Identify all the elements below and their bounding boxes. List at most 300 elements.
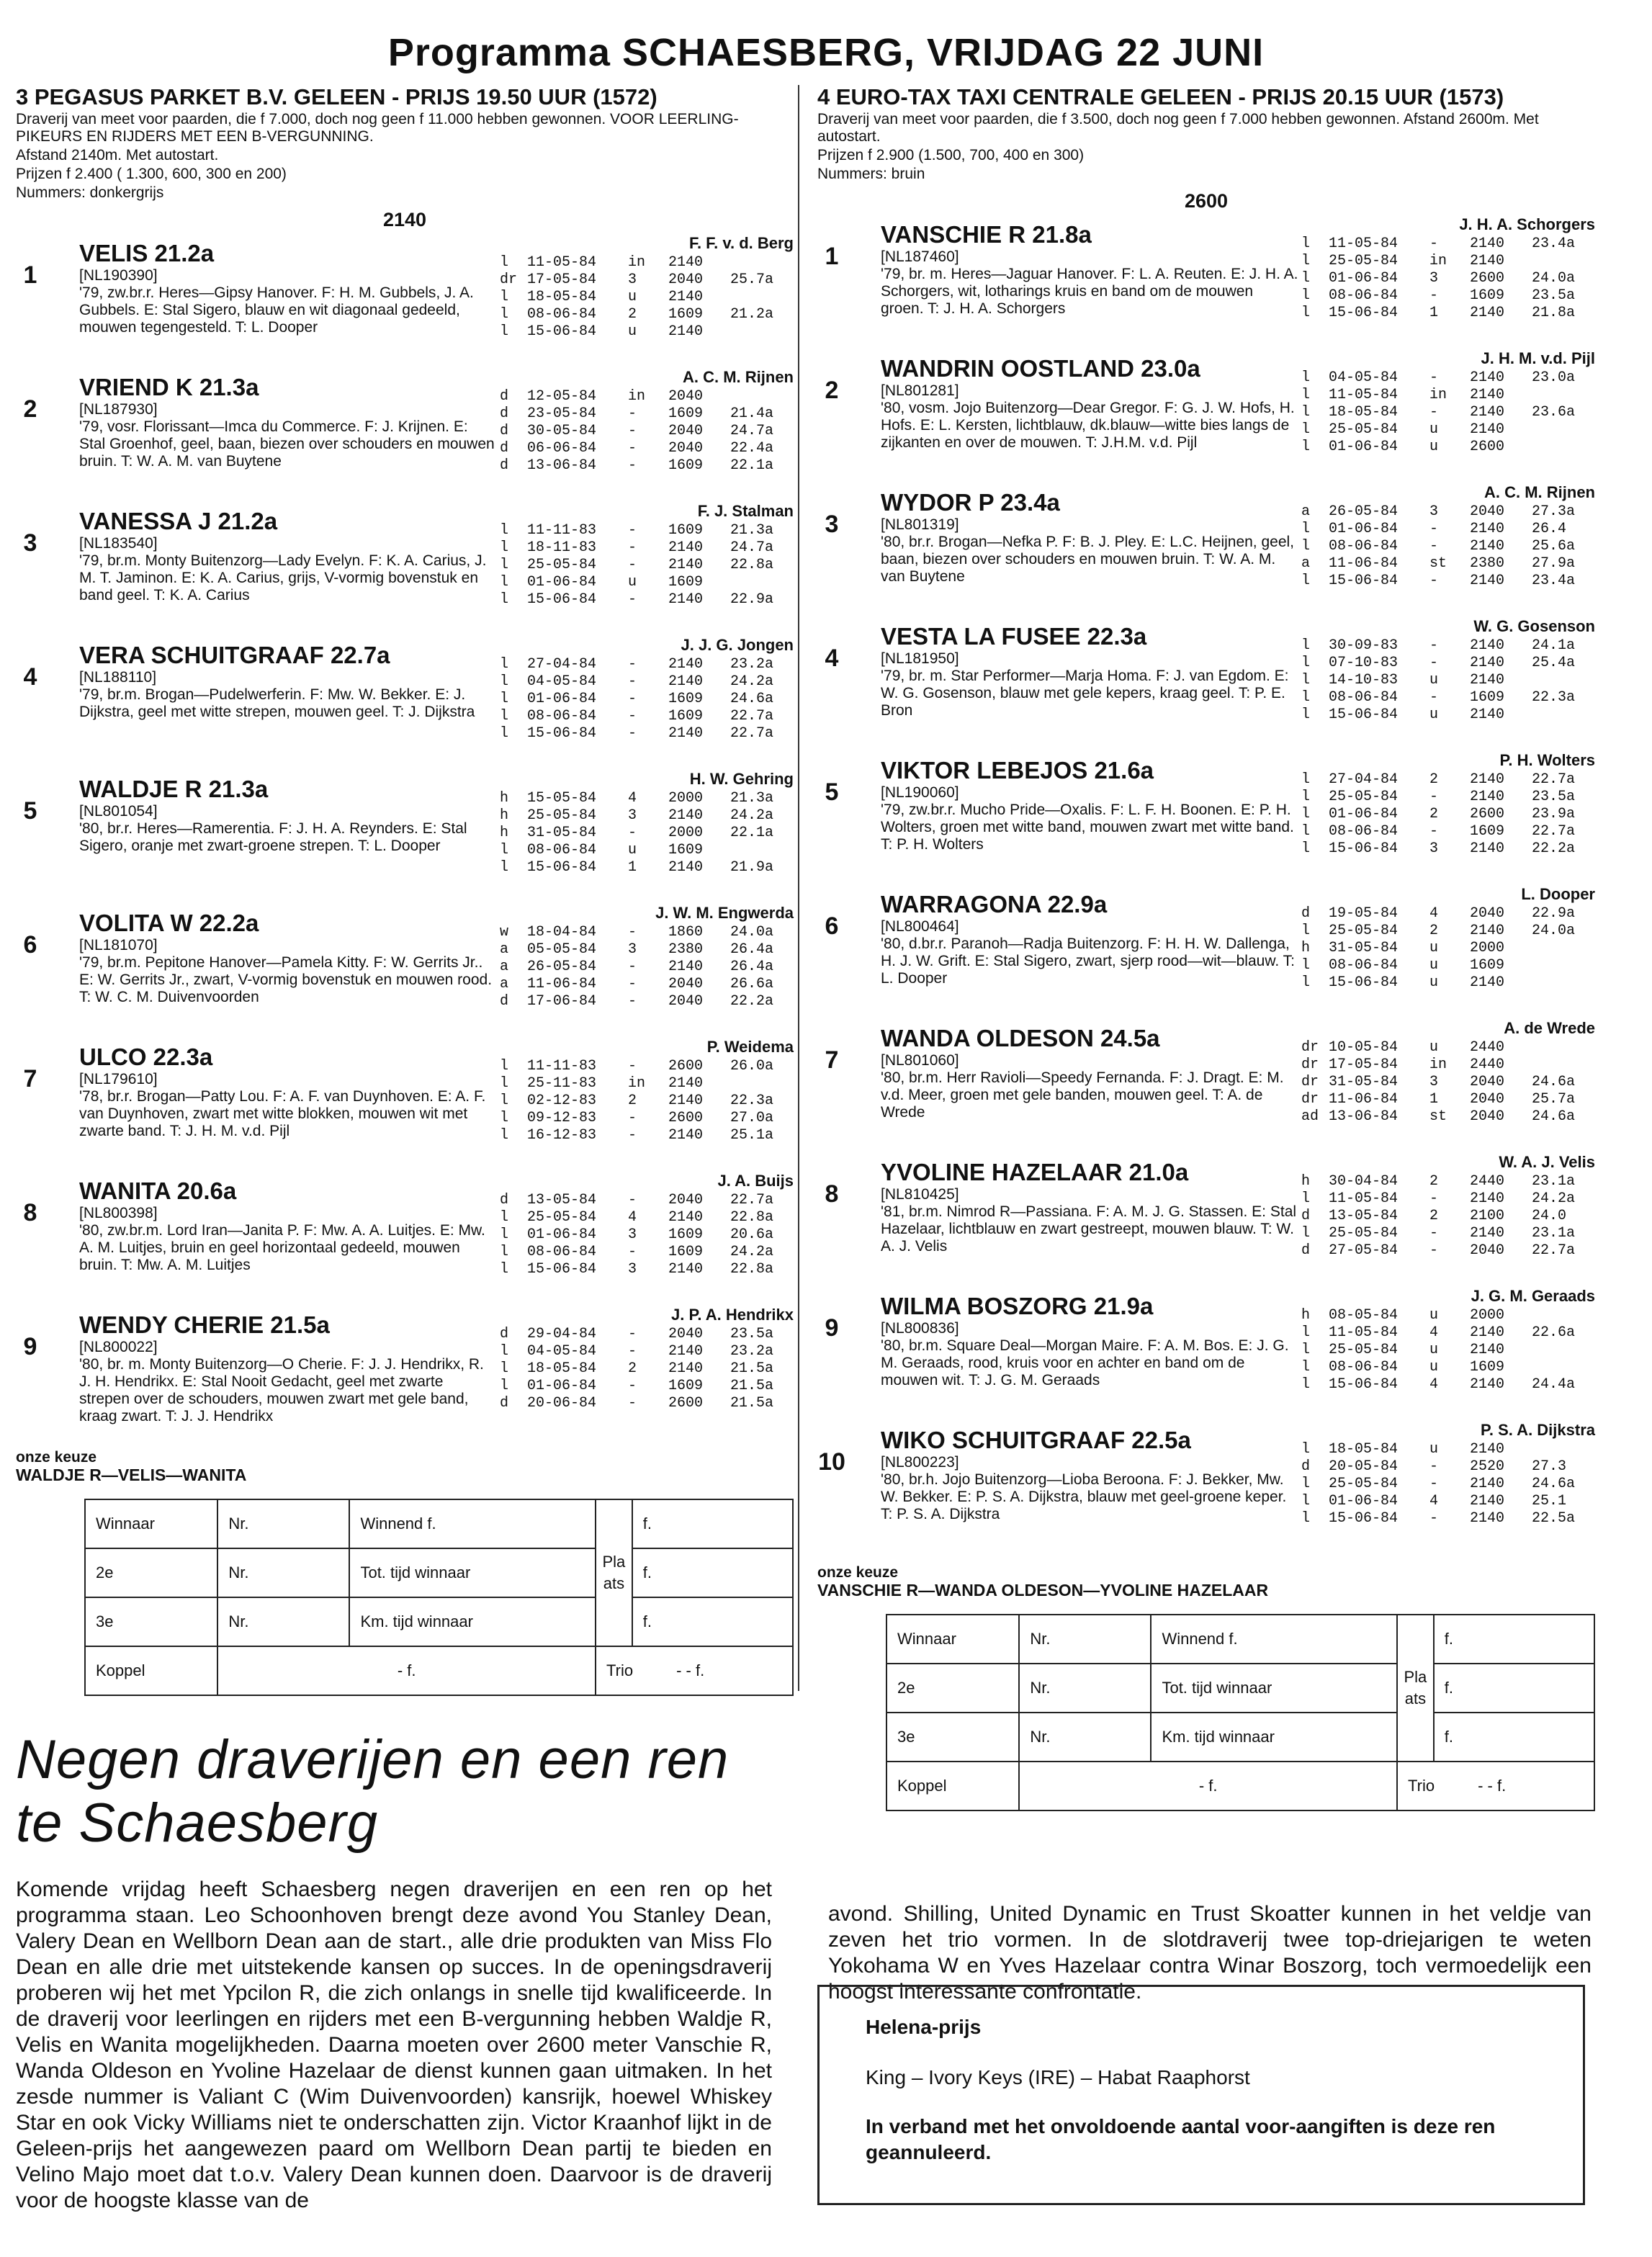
run-cell: -	[628, 924, 637, 941]
run-cell: 2380	[668, 941, 704, 958]
run-cell: 31-05-84	[1329, 940, 1399, 956]
run-cell: 1609	[1470, 823, 1505, 840]
run-cell: 29-04-84	[527, 1326, 597, 1342]
run-cell: 2140	[1470, 840, 1505, 857]
run-cell: 2140	[1470, 235, 1505, 252]
horse-description: '80, br.r. Heres—Ramerentia. F: J. H. A. Reynders. E: Stal Sigero, oranje met zwart-groene strepen. T: L. Dooper	[79, 820, 467, 854]
form-cell: Nr.	[217, 1597, 349, 1646]
run-cell: l	[500, 522, 509, 539]
horse-runs	[1301, 235, 1589, 322]
run-cell: 2140	[668, 557, 704, 573]
run-cell: 22.7a	[730, 1192, 774, 1208]
run-cell: 2140	[668, 807, 704, 824]
run-cell: 18-11-83	[527, 539, 597, 556]
horse-name: WARRAGONA 22.9a	[881, 891, 1108, 917]
form-cell: f.	[632, 1597, 793, 1646]
run-cell: 2440	[1470, 1173, 1505, 1190]
run-cell: u	[1429, 1307, 1439, 1324]
race-distance: 2140	[382, 209, 427, 230]
run-cell: 23.1a	[1532, 1173, 1576, 1190]
horse-number: 5	[825, 778, 839, 806]
run-cell: a	[500, 941, 509, 958]
run-cell: -	[628, 1343, 637, 1360]
horse-info	[881, 757, 1298, 853]
run-cell: 2040	[668, 423, 704, 439]
run-row	[1301, 404, 1589, 421]
run-cell: l	[1301, 1476, 1311, 1492]
horse-info	[79, 374, 497, 470]
run-cell: 08-06-84	[527, 1244, 597, 1260]
run-row	[1301, 538, 1589, 555]
run-cell: -	[628, 405, 637, 422]
run-cell: l	[500, 1261, 509, 1278]
run-cell: 22.7a	[1532, 771, 1576, 788]
run-cell: 01-06-84	[1329, 439, 1399, 455]
run-row	[500, 306, 788, 323]
run-cell: 2600	[1470, 806, 1505, 822]
run-row	[500, 959, 788, 976]
race-title: 4 EURO-TAX TAXI CENTRALE GELEEN - PRIJS 20.15 UUR (1573)	[817, 84, 1504, 109]
horse-registration: [NL187930]	[79, 401, 158, 418]
run-cell: 2600	[668, 1110, 704, 1126]
run-cell: a	[1301, 555, 1311, 572]
run-cell: 15-06-84	[527, 725, 597, 742]
run-cell: -	[1429, 538, 1439, 555]
run-cell: 25-05-84	[527, 557, 597, 573]
run-cell: 23.6a	[1532, 404, 1576, 421]
box-title: Helena-prijs	[866, 2016, 982, 2038]
run-cell: 2140	[1470, 771, 1505, 788]
run-cell: 15-06-84	[1329, 1510, 1399, 1527]
horse-entry	[16, 502, 794, 636]
run-cell: 2140	[1470, 974, 1505, 991]
horse-entry	[16, 234, 794, 368]
run-row	[1301, 771, 1589, 789]
horse-runs	[1301, 771, 1589, 858]
run-row	[500, 1378, 788, 1395]
run-cell: -	[1429, 655, 1439, 671]
run-cell: 2140	[1470, 521, 1505, 537]
run-row	[1301, 806, 1589, 823]
run-cell: l	[500, 591, 509, 608]
horse-entry	[817, 483, 1595, 617]
run-cell: 2140	[1470, 305, 1505, 321]
horse-runs	[1301, 503, 1589, 590]
horse-number: 7	[825, 1046, 839, 1074]
run-cell: 11-06-84	[1329, 1091, 1399, 1108]
run-cell: 10-05-84	[1329, 1039, 1399, 1056]
run-cell: 11-06-84	[1329, 555, 1399, 572]
run-cell: 21.8a	[1532, 305, 1576, 321]
horse-runs	[500, 1058, 788, 1144]
horse-description: '80, br.m. Herr Ravioli—Speedy Fernanda. F: J. Dragt. E: M. v.d. Meer, groen met gele banden, mouwen geel. T: A. de Wrede	[881, 1069, 1284, 1121]
horse-info	[881, 489, 1298, 585]
run-cell: 1609	[668, 457, 704, 474]
run-cell: 24.6a	[1532, 1476, 1576, 1492]
run-cell: -	[1429, 573, 1439, 589]
run-cell: 08-06-84	[1329, 823, 1399, 840]
run-cell: 2140	[1470, 404, 1505, 421]
horse-name: YVOLINE HAZELAAR 21.0a	[881, 1159, 1189, 1185]
horse-driver: J. G. M. Geraads	[1471, 1287, 1595, 1305]
run-cell: -	[628, 1110, 637, 1126]
run-cell: 22.2a	[1532, 840, 1576, 857]
run-row	[1301, 1324, 1589, 1342]
race-description: Nummers: donkergrijs	[16, 184, 164, 201]
run-cell: 23.4a	[1532, 573, 1576, 589]
horse-description: '80, br.r. Brogan—Nefka P. F: B. J. Pley. E: L.C. Heijnen, geel, baan, biezen over schouders en mouwen bruin. T: W. A. M. van Buytene	[881, 534, 1295, 585]
run-cell: 3	[1429, 270, 1439, 287]
run-cell: u	[1429, 974, 1439, 991]
run-cell: 4	[628, 790, 637, 807]
run-cell: 2	[1429, 806, 1439, 822]
horse-entry	[817, 885, 1595, 1019]
horse-entry	[817, 751, 1595, 885]
run-cell: 15-06-84	[1329, 573, 1399, 589]
run-cell: u	[1429, 672, 1439, 688]
horse-driver: J. P. A. Hendrikx	[671, 1306, 794, 1324]
run-cell: 2140	[1470, 637, 1505, 654]
horse-runs	[1301, 1173, 1589, 1260]
run-cell: 2140	[1470, 706, 1505, 723]
run-cell: 23.9a	[1532, 806, 1576, 822]
run-cell: 4	[1429, 1493, 1439, 1509]
run-cell: 24.2a	[730, 807, 774, 824]
run-row	[500, 725, 788, 742]
run-cell: 02-12-83	[527, 1092, 597, 1109]
run-cell: 12-05-84	[527, 388, 597, 405]
run-cell: -	[628, 591, 637, 608]
run-cell: l	[1301, 387, 1311, 403]
run-cell: -	[628, 825, 637, 841]
run-cell: 24.2a	[730, 1244, 774, 1260]
horse-info	[881, 623, 1298, 719]
run-cell: 4	[1429, 1376, 1439, 1393]
run-cell: a	[500, 959, 509, 975]
run-cell: 30-09-83	[1329, 637, 1399, 654]
run-cell: 15-06-84	[527, 591, 597, 608]
run-cell: l	[1301, 923, 1311, 939]
run-cell: 22.1a	[730, 457, 774, 474]
run-cell: 08-06-84	[527, 306, 597, 323]
run-cell: 23.2a	[730, 1343, 774, 1360]
run-row	[500, 272, 788, 289]
run-cell: u	[1429, 957, 1439, 974]
run-cell: 25-05-84	[1329, 1225, 1399, 1242]
run-cell: l	[1301, 1324, 1311, 1341]
horse-description: '79, br.m. Monty Buitenzorg—Lady Evelyn. F: K. A. Carius, J. M. T. Jaminon. E: K. A. Carius, grijs, V-vormig bovenstuk en band geel. T: K. A. Carius	[79, 552, 487, 603]
run-cell: 08-06-84	[1329, 538, 1399, 555]
form-cell: Plaats	[1397, 1615, 1434, 1762]
run-row	[1301, 923, 1589, 940]
box-message: In verband met het onvoldoende aantal voor-aangiften is deze ren geannuleerd.	[866, 2115, 1496, 2163]
run-row	[500, 1075, 788, 1092]
run-cell: 22.4a	[730, 440, 774, 457]
run-cell: d	[500, 405, 509, 422]
run-cell: 23.5a	[1532, 789, 1576, 805]
horse-name: VRIEND K 21.3a	[79, 374, 259, 400]
run-cell: -	[628, 1326, 637, 1342]
run-cell: dr	[500, 272, 518, 288]
run-cell: -	[628, 725, 637, 742]
run-cell: 2140	[668, 289, 704, 305]
form-cell: 3e	[85, 1597, 217, 1646]
run-cell: 2440	[1470, 1039, 1505, 1056]
horse-info	[79, 1044, 497, 1140]
run-cell: -	[1429, 1476, 1439, 1492]
run-cell: d	[500, 388, 509, 405]
horse-number: 5	[23, 797, 37, 825]
run-row	[500, 1209, 788, 1226]
run-cell: 27-04-84	[1329, 771, 1399, 788]
horse-runs	[1301, 637, 1589, 724]
run-cell: 2040	[1470, 1108, 1505, 1125]
horse-runs	[500, 522, 788, 609]
run-cell: l	[500, 842, 509, 858]
run-cell: l	[500, 289, 509, 305]
run-cell: 1609	[668, 708, 704, 724]
run-cell: 25-05-84	[1329, 421, 1399, 438]
run-cell: 3	[628, 941, 637, 958]
horse-driver: W. A. J. Velis	[1499, 1153, 1595, 1171]
run-row	[1301, 521, 1589, 538]
horse-description: '80, br.m. Square Deal—Morgan Maire. F: A. M. Bos. E: J. G. M. Geraads, rood, kruis voor en achter en band om de mouwen wit. T: J. G. M. Geraads	[881, 1337, 1289, 1388]
run-cell: -	[1429, 1242, 1439, 1259]
form-cell: Winnaar	[85, 1499, 217, 1548]
run-row	[1301, 905, 1589, 923]
run-cell: 23.5a	[1532, 287, 1576, 304]
horse-name: VELIS 21.2a	[79, 240, 215, 266]
run-cell: 3	[628, 1226, 637, 1243]
horse-number: 2	[23, 395, 37, 423]
run-cell: 2140	[1470, 1510, 1505, 1527]
run-cell: u	[1429, 1039, 1439, 1056]
run-cell: d	[500, 440, 509, 457]
run-cell: 23.2a	[730, 656, 774, 673]
run-cell: -	[628, 993, 637, 1010]
run-cell: d	[1301, 1208, 1311, 1224]
run-cell: 20-05-84	[1329, 1458, 1399, 1475]
race-description: Prijzen f 2.900 (1.500, 700, 400 en 300)	[817, 147, 1085, 163]
horse-runs	[1301, 905, 1589, 992]
run-cell: 2520	[1470, 1458, 1505, 1475]
run-cell: -	[628, 691, 637, 707]
horse-number: 1	[825, 243, 839, 270]
run-cell: 04-05-84	[527, 673, 597, 690]
run-cell: -	[628, 1378, 637, 1394]
run-cell: 2380	[1470, 555, 1505, 572]
run-cell: 1609	[668, 1378, 704, 1394]
run-cell: 24.4a	[1532, 1376, 1576, 1393]
run-cell: l	[500, 539, 509, 556]
horse-number: 1	[23, 261, 37, 289]
helena-prijs-box	[817, 1985, 1585, 2205]
run-cell: 2140	[668, 1360, 704, 1377]
run-cell: 15-06-84	[527, 859, 597, 876]
run-cell: 14-10-83	[1329, 672, 1399, 688]
horse-name: WILMA BOSZORG 21.9a	[881, 1293, 1154, 1319]
form-cell: f.	[632, 1499, 793, 1548]
horse-number: 4	[23, 663, 37, 691]
run-cell: h	[1301, 1173, 1311, 1190]
run-cell: l	[1301, 1441, 1311, 1458]
horse-entry	[817, 617, 1595, 751]
horse-entry	[16, 904, 794, 1038]
horse-driver: P. H. Wolters	[1499, 751, 1595, 769]
run-cell: 30-04-84	[1329, 1173, 1399, 1190]
keuze-picks: WALDJE R—VELIS—WANITA	[16, 1466, 247, 1484]
horse-registration: [NL801060]	[881, 1052, 959, 1069]
run-cell: 21.2a	[730, 306, 774, 323]
run-cell: 08-06-84	[1329, 287, 1399, 304]
run-cell: 25.7a	[1532, 1091, 1576, 1108]
horse-description: '79, br. m. Heres—Jaguar Hanover. F: L. A. Reuten. E: J. H. A. Schorgers, wit, lotharings kruis en band om de mouwen groen. T: J. H. A. Schorgers	[881, 266, 1298, 317]
run-cell: 27.3	[1532, 1458, 1567, 1475]
horse-registration: [NL179610]	[79, 1071, 158, 1087]
horse-number: 3	[23, 529, 37, 557]
run-cell: 13-05-84	[1329, 1208, 1399, 1224]
run-cell: -	[628, 708, 637, 724]
run-cell: 2140	[1470, 1324, 1505, 1341]
run-cell: 11-05-84	[527, 254, 597, 271]
run-cell: 15-06-84	[1329, 706, 1399, 723]
run-cell: in	[1429, 387, 1447, 403]
run-cell: 25-05-84	[1329, 1476, 1399, 1492]
run-cell: u	[1429, 706, 1439, 723]
run-cell: in	[1429, 253, 1447, 269]
run-cell: d	[1301, 1242, 1311, 1259]
run-row	[1301, 655, 1589, 672]
run-row	[1301, 706, 1589, 724]
run-cell: 2140	[1470, 253, 1505, 269]
form-cell: Nr.	[1019, 1713, 1151, 1762]
run-cell: l	[1301, 637, 1311, 654]
horse-description: '79, zw.br.r. Mucho Pride—Oxalis. F: L. F. H. Boonen. E: P. H. Wolters, groen met witte band, mouwen zwart met witte band. T: P. H. Wolters	[881, 802, 1294, 853]
run-cell: 2600	[1470, 439, 1505, 455]
horse-runs	[1301, 1307, 1589, 1394]
horse-runs	[500, 388, 788, 475]
run-cell: l	[1301, 655, 1311, 671]
horse-runs	[1301, 1441, 1589, 1527]
run-cell: 23-05-84	[527, 405, 597, 422]
run-row	[1301, 253, 1589, 270]
form-cell: 3e	[886, 1713, 1019, 1762]
run-cell: l	[500, 557, 509, 573]
horse-name: ULCO 22.3a	[79, 1044, 213, 1070]
horse-registration: [NL810425]	[881, 1186, 959, 1203]
run-cell: l	[1301, 957, 1311, 974]
run-row	[1301, 1208, 1589, 1225]
form-cell: Tot. tijd winnaar	[1151, 1664, 1397, 1713]
run-cell: 1609	[668, 574, 704, 591]
run-row	[500, 423, 788, 440]
horse-driver: A. de Wrede	[1504, 1019, 1595, 1037]
run-cell: 24.0a	[730, 924, 774, 941]
run-cell: 2040	[1470, 1074, 1505, 1090]
horse-info	[881, 221, 1298, 318]
run-row	[1301, 1190, 1589, 1208]
run-row	[500, 1127, 788, 1144]
horse-entry	[16, 1306, 794, 1440]
run-cell: 27-04-84	[527, 656, 597, 673]
run-row	[1301, 1091, 1589, 1108]
run-cell: 15-06-84	[1329, 305, 1399, 321]
run-cell: 3	[628, 272, 637, 288]
horse-driver: W. G. Gosenson	[1473, 617, 1595, 635]
run-row	[1301, 421, 1589, 439]
horse-driver: L. Dooper	[1521, 885, 1595, 903]
run-cell: 17-05-84	[527, 272, 597, 288]
run-cell: l	[1301, 305, 1311, 321]
horse-runs	[500, 656, 788, 742]
horse-description: '80, vosm. Jojo Buitenzorg—Dear Gregor. F: G. J. W. Hofs, H. Hofs. E: L. Kersten, lichtblauw, dk.blauw—witte bies langs de zijkanten en over de mouwen. T: J.H.M. v.d. Pijl	[881, 400, 1295, 451]
run-cell: 22.8a	[730, 1261, 774, 1278]
run-cell: 22.7a	[1532, 823, 1576, 840]
run-cell: l	[500, 859, 509, 876]
form-cell: f.	[1434, 1664, 1594, 1713]
run-cell: 25.6a	[1532, 538, 1576, 555]
run-cell: -	[1429, 1190, 1439, 1207]
run-cell: 08-06-84	[527, 708, 597, 724]
result-form	[84, 1499, 794, 1696]
run-cell: -	[1429, 235, 1439, 252]
horse-registration: [NL190060]	[881, 784, 959, 801]
horse-entry	[16, 770, 794, 904]
run-cell: 08-06-84	[1329, 1359, 1399, 1376]
run-cell: 22.9a	[730, 591, 774, 608]
run-cell: d	[500, 1192, 509, 1208]
run-row	[1301, 957, 1589, 974]
run-cell: 01-06-84	[527, 574, 597, 591]
run-cell: l	[1301, 672, 1311, 688]
horse-driver: J. H. A. Schorgers	[1459, 215, 1595, 233]
run-cell: 2000	[1470, 940, 1505, 956]
run-cell: 24.0	[1532, 1208, 1567, 1224]
run-cell: 26-05-84	[1329, 503, 1399, 520]
run-cell: 24.2a	[1532, 1190, 1576, 1207]
run-cell: 27.3a	[1532, 503, 1576, 520]
run-cell: 24.6a	[730, 691, 774, 707]
horse-registration: [NL801054]	[79, 803, 158, 820]
horse-number: 4	[825, 645, 839, 672]
run-row	[1301, 1476, 1589, 1493]
horse-entry	[817, 1421, 1595, 1555]
run-cell: 1609	[668, 842, 704, 858]
run-cell: l	[1301, 521, 1311, 537]
run-row	[1301, 637, 1589, 655]
run-cell: l	[500, 691, 509, 707]
run-cell: 25-05-84	[1329, 789, 1399, 805]
run-cell: 19-05-84	[1329, 905, 1399, 922]
horse-entry	[817, 1287, 1595, 1421]
horse-driver: P. S. A. Dijkstra	[1481, 1421, 1595, 1439]
run-cell: 1609	[668, 405, 704, 422]
run-cell: 2140	[1470, 1376, 1505, 1393]
horse-info	[79, 776, 497, 855]
run-cell: l	[1301, 253, 1311, 269]
run-row	[1301, 1307, 1589, 1324]
run-cell: l	[500, 306, 509, 323]
run-cell: u	[628, 323, 637, 340]
box-line: King – Ivory Keys (IRE) – Habat Raaphorst	[866, 2066, 1250, 2088]
run-cell: -	[628, 1244, 637, 1260]
run-row	[500, 976, 788, 993]
page-title: Programma SCHAESBERG, VRIJDAG 22 JUNI	[387, 31, 1265, 74]
run-cell: l	[1301, 806, 1311, 822]
run-cell: 4	[628, 1209, 637, 1226]
run-cell: 2140	[1470, 1225, 1505, 1242]
run-cell: h	[500, 790, 509, 807]
